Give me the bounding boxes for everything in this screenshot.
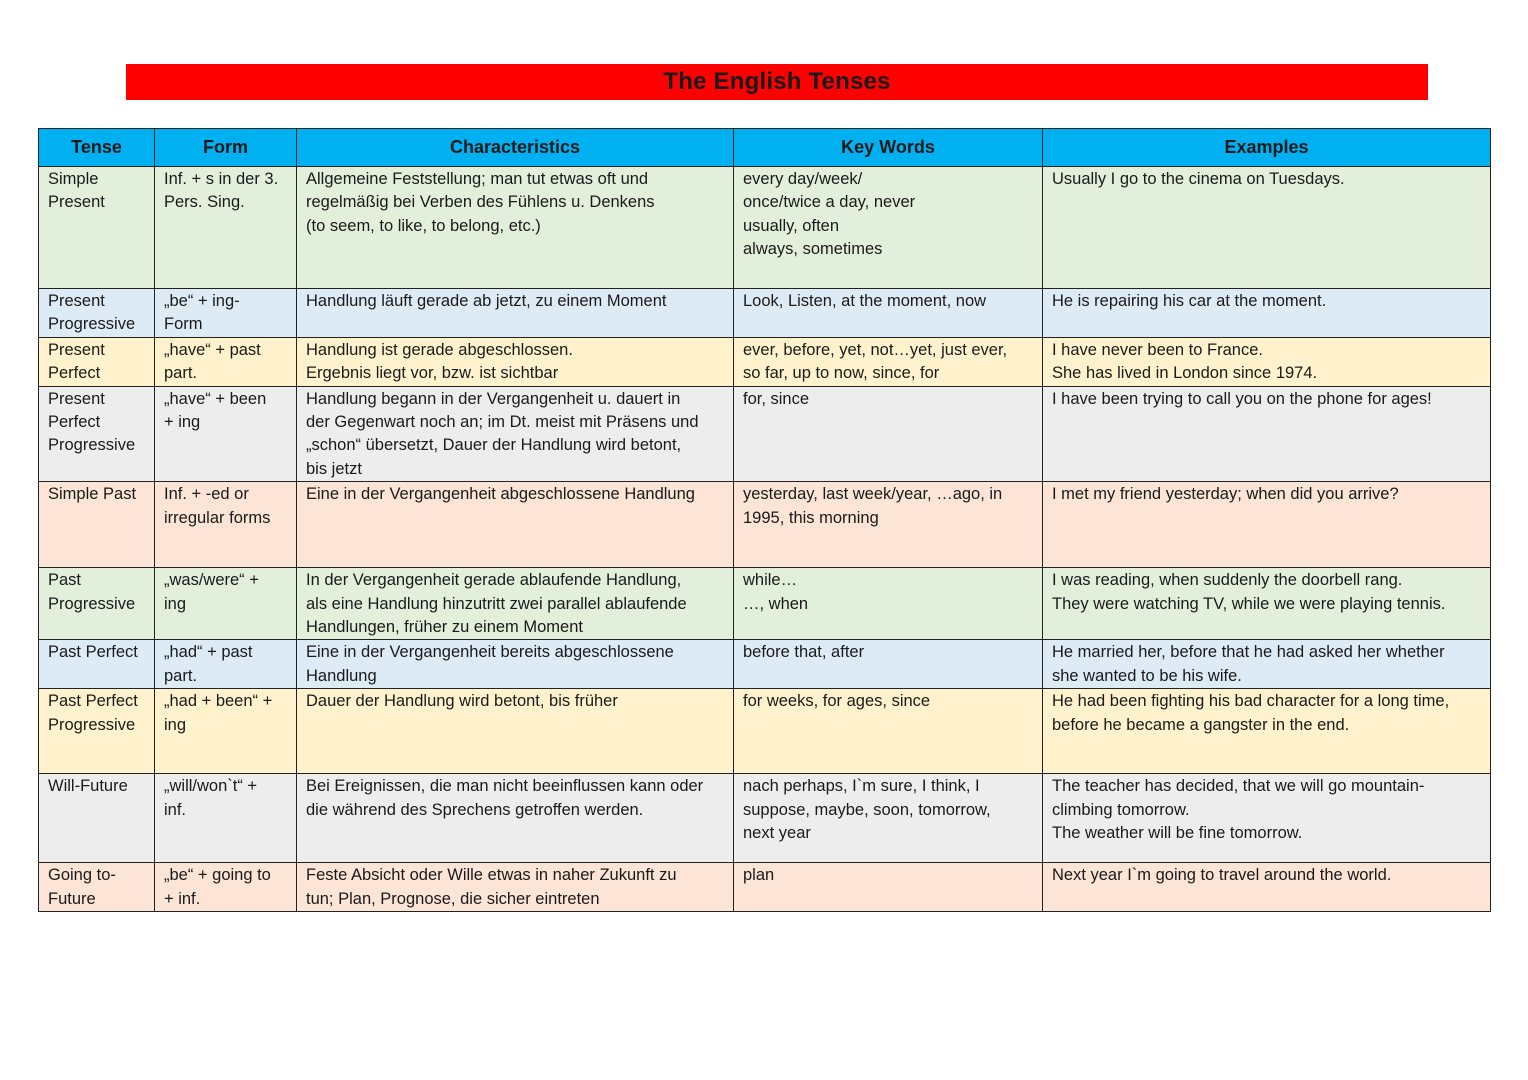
keywords-cell [734, 863, 1043, 912]
tense-line: Will-Future [48, 777, 128, 796]
form-line: ing [164, 594, 187, 613]
form-cell [155, 386, 297, 482]
table-row [39, 289, 1491, 338]
keywords-cell [734, 774, 1043, 863]
characteristics-cell [297, 863, 734, 912]
characteristics-cell [297, 482, 734, 568]
tense-line: Simple [48, 170, 99, 188]
form-line: „be“ + going to [164, 866, 271, 885]
form-cell [155, 289, 297, 338]
keywords-line: ever, before, yet, not…yet, just ever, [743, 340, 1008, 359]
characteristics-line: Eine in der Vergangenheit abgeschlossene Handlung [306, 485, 695, 504]
examples-cell [1043, 774, 1491, 863]
form-cell [155, 863, 297, 912]
keywords-line: once/twice a day, never [743, 193, 916, 212]
form-cell [155, 568, 297, 640]
tense-line: Simple Past [48, 485, 137, 504]
keywords-line: always, sometimes [743, 240, 883, 259]
tenses-table [38, 128, 1491, 912]
form-cell [155, 689, 297, 774]
examples-line: They were watching TV, while we were playing tennis. [1052, 594, 1446, 613]
characteristics-line: tun; Plan, Prognose, die sicher eintreten [306, 889, 600, 908]
examples-cell [1043, 337, 1491, 386]
tense-cell [39, 774, 155, 863]
examples-line: before he became a gangster in the end. [1052, 715, 1350, 734]
form-line: „had“ + past [164, 643, 253, 662]
keywords-line: every day/week/ [743, 170, 863, 188]
characteristics-line: regelmäßig bei Verben des Fühlens u. Denkens [306, 193, 655, 212]
characteristics-cell [297, 774, 734, 863]
examples-line: Next year I`m going to travel around the world. [1052, 866, 1392, 885]
table-row [39, 167, 1491, 289]
table-row [39, 689, 1491, 774]
examples-cell [1043, 863, 1491, 912]
characteristics-line: als eine Handlung hinzutritt zwei parallel ablaufende [306, 594, 687, 613]
keywords-cell [734, 640, 1043, 689]
examples-cell [1043, 568, 1491, 640]
form-line: Form [164, 315, 203, 334]
form-line: part. [164, 666, 198, 685]
characteristics-line: (to seem, to like, to belong, etc.) [306, 216, 541, 235]
characteristics-line: Eine in der Vergangenheit bereits abgeschlossene [306, 643, 674, 662]
examples-line: He had been fighting his bad character for a long time, [1052, 692, 1450, 711]
header-form: Form [155, 129, 297, 167]
tense-cell [39, 482, 155, 568]
tense-cell [39, 568, 155, 640]
keywords-line: yesterday, last week/year, …ago, in [743, 485, 1003, 504]
form-cell [155, 337, 297, 386]
examples-cell [1043, 640, 1491, 689]
characteristics-line: Handlungen, früher zu einem Moment [306, 618, 583, 637]
keywords-line: before that, after [743, 643, 865, 662]
tense-line: Perfect [48, 413, 101, 432]
table-row [39, 863, 1491, 912]
keywords-line: so far, up to now, since, for [743, 364, 940, 383]
keywords-line: next year [743, 824, 811, 843]
characteristics-cell [297, 386, 734, 482]
keywords-cell [734, 482, 1043, 568]
tense-cell [39, 337, 155, 386]
keywords-line: …, when [743, 594, 809, 613]
table-row [39, 337, 1491, 386]
keywords-line: for weeks, for ages, since [743, 692, 931, 711]
keywords-cell [734, 337, 1043, 386]
form-line: ing [164, 715, 187, 734]
header-tense: Tense [39, 129, 155, 167]
form-line: „have“ + past [164, 340, 261, 359]
table-row [39, 774, 1491, 863]
tense-line: Past Perfect [48, 643, 138, 662]
form-line: Inf. + -ed or [164, 485, 249, 504]
examples-line: He is repairing his car at the moment. [1052, 292, 1327, 310]
examples-line: climbing tomorrow. [1052, 800, 1190, 819]
tense-cell [39, 289, 155, 338]
form-line: Pers. Sing. [164, 193, 245, 212]
keywords-line: for, since [743, 389, 810, 408]
tense-line: Progressive [48, 436, 136, 455]
examples-line: I have been trying to call you on the phone for ages! [1052, 389, 1432, 408]
characteristics-line: In der Vergangenheit gerade ablaufende Handlung, [306, 571, 682, 590]
page-title: The English Tenses [663, 68, 891, 95]
tense-line: Past [48, 571, 82, 590]
examples-line: I met my friend yesterday; when did you arrive? [1052, 485, 1399, 504]
characteristics-cell [297, 167, 734, 289]
characteristics-line: Handlung [306, 666, 377, 685]
form-line: + ing [164, 413, 201, 432]
tense-line: Progressive [48, 715, 136, 734]
examples-line: The teacher has decided, that we will go mountain- [1052, 777, 1425, 796]
form-line: „was/were“ + [164, 571, 259, 590]
characteristics-cell [297, 289, 734, 338]
keywords-line: 1995, this morning [743, 508, 879, 527]
characteristics-line: „schon“ übersetzt, Dauer der Handlung wird betont, [306, 436, 682, 455]
table-row [39, 640, 1491, 689]
table-row [39, 386, 1491, 482]
keywords-line: while… [743, 571, 798, 590]
keywords-line: nach perhaps, I`m sure, I think, I [743, 777, 980, 796]
form-line: Inf. + s in der 3. [164, 170, 279, 188]
tense-line: Perfect [48, 364, 101, 383]
form-line: „be“ + ing- [164, 292, 240, 310]
form-line: irregular forms [164, 508, 271, 527]
table-row [39, 482, 1491, 568]
table-row [39, 568, 1491, 640]
form-cell [155, 640, 297, 689]
tense-line: Present [48, 340, 105, 359]
keywords-cell [734, 289, 1043, 338]
form-cell [155, 482, 297, 568]
characteristics-line: Handlung begann in der Vergangenheit u. dauert in [306, 389, 681, 408]
table-header-row [39, 129, 1491, 167]
header-characteristics: Characteristics [297, 129, 734, 167]
tense-line: Present [48, 193, 105, 212]
characteristics-line: Allgemeine Feststellung; man tut etwas oft und [306, 170, 649, 188]
examples-cell [1043, 289, 1491, 338]
characteristics-line: die während des Sprechens getroffen werden. [306, 800, 644, 819]
examples-cell [1043, 689, 1491, 774]
examples-line: He married her, before that he had asked her whether [1052, 643, 1445, 662]
title-banner [126, 64, 1428, 100]
characteristics-line: Handlung läuft gerade ab jetzt, zu einem Moment [306, 292, 667, 310]
tense-cell [39, 386, 155, 482]
tense-line: Going to- [48, 866, 116, 885]
keywords-cell [734, 386, 1043, 482]
tense-cell [39, 863, 155, 912]
tense-cell [39, 640, 155, 689]
tense-line: Progressive [48, 315, 136, 334]
characteristics-line: Dauer der Handlung wird betont, bis früher [306, 692, 618, 711]
tense-cell [39, 167, 155, 289]
keywords-cell [734, 167, 1043, 289]
characteristics-line: der Gegenwart noch an; im Dt. meist mit Präsens und [306, 413, 699, 432]
examples-line: I have never been to France. [1052, 340, 1263, 359]
examples-cell [1043, 386, 1491, 482]
keywords-cell [734, 568, 1043, 640]
tense-line: Past Perfect [48, 692, 138, 711]
characteristics-line: bis jetzt [306, 459, 362, 478]
keywords-line: plan [743, 866, 775, 885]
characteristics-line: Feste Absicht oder Wille etwas in naher Zukunft zu [306, 866, 677, 885]
keywords-line: suppose, maybe, soon, tomorrow, [743, 800, 991, 819]
examples-line: Usually I go to the cinema on Tuesdays. [1052, 170, 1345, 188]
form-line: „will/won`t“ + [164, 777, 258, 796]
characteristics-cell [297, 689, 734, 774]
characteristics-line: Bei Ereignissen, die man nicht beeinflussen kann oder [306, 777, 704, 796]
examples-cell [1043, 482, 1491, 568]
header-examples: Examples [1043, 129, 1491, 167]
examples-line: she wanted to be his wife. [1052, 666, 1242, 685]
keywords-line: Look, Listen, at the moment, now [743, 292, 987, 310]
keywords-line: usually, often [743, 216, 840, 235]
form-cell [155, 774, 297, 863]
tense-line: Present [48, 292, 105, 310]
characteristics-cell [297, 640, 734, 689]
form-line: „have“ + been [164, 389, 267, 408]
examples-line: I was reading, when suddenly the doorbell rang. [1052, 571, 1403, 590]
characteristics-line: Ergebnis liegt vor, bzw. ist sichtbar [306, 364, 559, 383]
form-line: inf. [164, 800, 187, 819]
tense-line: Present [48, 389, 105, 408]
characteristics-line: Handlung ist gerade abgeschlossen. [306, 340, 573, 359]
form-cell [155, 167, 297, 289]
tense-line: Progressive [48, 594, 136, 613]
form-line: part. [164, 364, 198, 383]
examples-line: The weather will be fine tomorrow. [1052, 824, 1303, 843]
header-keywords: Key Words [734, 129, 1043, 167]
examples-cell [1043, 167, 1491, 289]
form-line: „had + been“ + [164, 692, 273, 711]
tense-cell [39, 689, 155, 774]
tense-line: Future [48, 889, 96, 908]
keywords-cell [734, 689, 1043, 774]
examples-line: She has lived in London since 1974. [1052, 364, 1318, 383]
characteristics-cell [297, 337, 734, 386]
form-line: + inf. [164, 889, 201, 908]
characteristics-cell [297, 568, 734, 640]
